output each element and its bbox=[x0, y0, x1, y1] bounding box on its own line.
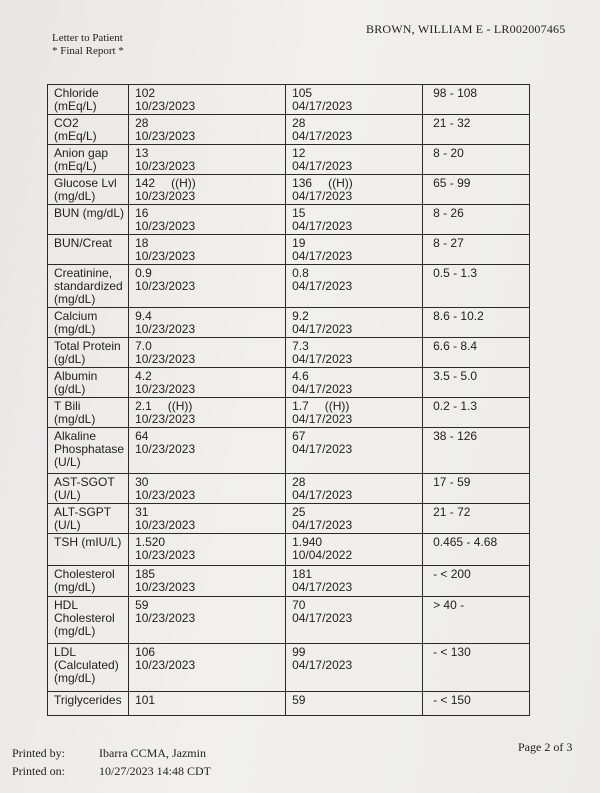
result-value: 0.8 bbox=[292, 266, 309, 280]
reference-range: 0.2 - 1.3 bbox=[423, 398, 530, 428]
result-date: 10/23/2023 bbox=[135, 518, 196, 532]
result-value: 70 bbox=[292, 598, 306, 612]
current-result bbox=[129, 597, 286, 644]
current-result bbox=[129, 205, 286, 235]
test-name: T Bili (mg/dL) bbox=[48, 398, 129, 428]
lab-row bbox=[48, 597, 530, 644]
result-value: 18 bbox=[135, 236, 149, 250]
lab-row bbox=[48, 474, 530, 504]
result-date: 04/17/2023 bbox=[292, 382, 353, 396]
result-value: 16 bbox=[135, 206, 149, 220]
result-value: 181 bbox=[292, 567, 313, 581]
result-date: 10/23/2023 bbox=[135, 412, 196, 426]
reference-range: 65 - 99 bbox=[423, 175, 530, 205]
lab-row bbox=[48, 175, 530, 205]
previous-result bbox=[286, 398, 423, 428]
result-date: 10/23/2023 bbox=[135, 129, 196, 143]
result-date: 04/17/2023 bbox=[292, 658, 353, 672]
result-value: 99 bbox=[292, 645, 306, 659]
test-name: TSH (mIU/L) bbox=[48, 534, 129, 566]
lab-row bbox=[48, 428, 530, 474]
current-result bbox=[129, 368, 286, 398]
page-number: Page 2 of 3 bbox=[518, 740, 573, 754]
previous-result bbox=[286, 115, 423, 145]
current-result bbox=[129, 338, 286, 368]
result-value: 4.2 bbox=[135, 369, 152, 383]
result-value: 4.6 bbox=[292, 369, 309, 383]
current-result bbox=[129, 115, 286, 145]
printed-by-value: Ibarra CCMA, Jazmin bbox=[99, 746, 206, 760]
abnormal-flag: ((H)) bbox=[167, 399, 193, 413]
result-date: 04/17/2023 bbox=[292, 129, 353, 143]
lab-row bbox=[48, 145, 530, 175]
result-value: 30 bbox=[135, 475, 149, 489]
result-value: 101 bbox=[135, 693, 156, 707]
lab-row bbox=[48, 308, 530, 338]
lab-row bbox=[48, 534, 530, 566]
reference-range: 21 - 32 bbox=[423, 115, 530, 145]
result-value: 59 bbox=[292, 693, 306, 707]
result-date: 10/23/2023 bbox=[135, 548, 196, 562]
result-value: 28 bbox=[292, 116, 306, 130]
result-date: 04/17/2023 bbox=[292, 189, 353, 203]
lab-row bbox=[48, 644, 530, 692]
test-name: BUN/Creat bbox=[48, 235, 129, 265]
result-date: 04/17/2023 bbox=[292, 159, 353, 173]
reference-range: 8 - 27 bbox=[423, 235, 530, 265]
result-date: 10/23/2023 bbox=[135, 382, 196, 396]
reference-range: 0.5 - 1.3 bbox=[423, 265, 530, 308]
result-date: 10/23/2023 bbox=[135, 352, 196, 366]
result-date: 04/17/2023 bbox=[292, 580, 353, 594]
lab-row bbox=[48, 692, 530, 716]
result-value: 142 bbox=[135, 176, 156, 190]
result-value: 19 bbox=[292, 236, 306, 250]
test-name: ALT-SGPT (U/L) bbox=[48, 504, 129, 534]
test-name: Cholesterol (mg/dL) bbox=[48, 566, 129, 597]
previous-result bbox=[286, 644, 423, 692]
result-date: 10/23/2023 bbox=[135, 442, 196, 456]
test-name: LDL (Calculated) (mg/dL) bbox=[48, 644, 129, 692]
lab-row bbox=[48, 566, 530, 597]
result-date: 04/17/2023 bbox=[292, 249, 353, 263]
previous-result bbox=[286, 338, 423, 368]
current-result bbox=[129, 504, 286, 534]
current-result bbox=[129, 428, 286, 474]
test-name: Anion gap (mEq/L) bbox=[48, 145, 129, 175]
test-name: Alkaline Phosphatase (U/L) bbox=[48, 428, 129, 474]
result-date: 10/23/2023 bbox=[135, 658, 196, 672]
result-date: 04/17/2023 bbox=[292, 219, 353, 233]
current-result bbox=[129, 145, 286, 175]
result-date: 10/23/2023 bbox=[135, 249, 196, 263]
test-name: Glucose Lvl (mg/dL) bbox=[48, 175, 129, 205]
result-value: 67 bbox=[292, 429, 306, 443]
previous-result bbox=[286, 235, 423, 265]
lab-row bbox=[48, 338, 530, 368]
current-result bbox=[129, 534, 286, 566]
previous-result bbox=[286, 566, 423, 597]
result-date: 04/17/2023 bbox=[292, 518, 353, 532]
current-result bbox=[129, 692, 286, 716]
current-result bbox=[129, 235, 286, 265]
result-value: 59 bbox=[135, 598, 149, 612]
previous-result bbox=[286, 368, 423, 398]
lab-row bbox=[48, 398, 530, 428]
result-value: 1.940 bbox=[292, 535, 323, 549]
result-value: 0.9 bbox=[135, 266, 152, 280]
reference-range: 6.6 - 8.4 bbox=[423, 338, 530, 368]
test-name: AST-SGOT (U/L) bbox=[48, 474, 129, 504]
result-value: 31 bbox=[135, 505, 149, 519]
current-result bbox=[129, 474, 286, 504]
result-value: 28 bbox=[292, 475, 306, 489]
test-name: Albumin (g/dL) bbox=[48, 368, 129, 398]
result-date: 04/17/2023 bbox=[292, 279, 353, 293]
lab-row bbox=[48, 115, 530, 145]
result-value: 13 bbox=[135, 146, 149, 160]
reference-range: 98 - 108 bbox=[423, 85, 530, 115]
reference-range: - < 150 bbox=[423, 692, 530, 716]
result-date: 04/17/2023 bbox=[292, 322, 353, 336]
previous-result bbox=[286, 205, 423, 235]
current-result bbox=[129, 85, 286, 115]
reference-range: 8 - 26 bbox=[423, 205, 530, 235]
previous-result bbox=[286, 85, 423, 115]
previous-result bbox=[286, 175, 423, 205]
reference-range: 8.6 - 10.2 bbox=[423, 308, 530, 338]
test-name: Creatinine, standardized (mg/dL) bbox=[48, 265, 129, 308]
lab-row bbox=[48, 504, 530, 534]
result-date: 04/17/2023 bbox=[292, 442, 353, 456]
previous-result bbox=[286, 692, 423, 716]
previous-result bbox=[286, 308, 423, 338]
reference-range: 17 - 59 bbox=[423, 474, 530, 504]
current-result bbox=[129, 265, 286, 308]
reference-range: 8 - 20 bbox=[423, 145, 530, 175]
result-value: 106 bbox=[135, 645, 156, 659]
current-result bbox=[129, 644, 286, 692]
result-value: 185 bbox=[135, 567, 156, 581]
result-value: 136 bbox=[292, 176, 313, 190]
previous-result bbox=[286, 265, 423, 308]
lab-row bbox=[48, 368, 530, 398]
printed-on-label: Printed on: bbox=[12, 764, 65, 778]
current-result bbox=[129, 566, 286, 597]
current-result bbox=[129, 398, 286, 428]
test-name: Total Protein (g/dL) bbox=[48, 338, 129, 368]
result-date: 04/17/2023 bbox=[292, 99, 353, 113]
reference-range: 3.5 - 5.0 bbox=[423, 368, 530, 398]
test-name: HDL Cholesterol (mg/dL) bbox=[48, 597, 129, 644]
lab-results-body bbox=[48, 85, 530, 716]
result-date: 10/23/2023 bbox=[135, 99, 196, 113]
result-value: 25 bbox=[292, 505, 306, 519]
reference-range: 21 - 72 bbox=[423, 504, 530, 534]
result-value: 9.4 bbox=[135, 309, 152, 323]
printed-by-label: Printed by: bbox=[12, 746, 65, 760]
current-result bbox=[129, 308, 286, 338]
result-date: 10/04/2022 bbox=[292, 548, 353, 562]
report-header-left bbox=[52, 32, 124, 58]
test-name: Chloride (mEq/L) bbox=[48, 85, 129, 115]
abnormal-flag: ((H)) bbox=[328, 176, 353, 190]
test-name: BUN (mg/dL) bbox=[48, 205, 129, 235]
lab-row bbox=[48, 265, 530, 308]
result-date: 10/23/2023 bbox=[135, 580, 196, 594]
result-date: 10/23/2023 bbox=[135, 322, 196, 336]
previous-result bbox=[286, 504, 423, 534]
test-name: Triglycerides bbox=[48, 692, 129, 716]
reference-range: - < 130 bbox=[423, 644, 530, 692]
result-date: 10/23/2023 bbox=[135, 219, 196, 233]
abnormal-flag: ((H)) bbox=[171, 176, 196, 190]
result-value: 1.7 bbox=[292, 399, 309, 413]
result-date: 10/23/2023 bbox=[135, 611, 196, 625]
previous-result bbox=[286, 145, 423, 175]
result-date: 10/23/2023 bbox=[135, 189, 196, 203]
reference-range: > 40 - bbox=[423, 597, 530, 644]
result-date: 04/17/2023 bbox=[292, 352, 353, 366]
lab-row bbox=[48, 235, 530, 265]
result-value: 7.3 bbox=[292, 339, 309, 353]
lab-results-table bbox=[47, 84, 530, 716]
test-name: CO2 (mEq/L) bbox=[48, 115, 129, 145]
result-value: 9.2 bbox=[292, 309, 309, 323]
current-result bbox=[129, 175, 286, 205]
document-type: Letter to Patient bbox=[52, 32, 123, 44]
result-date: 04/17/2023 bbox=[292, 488, 353, 502]
previous-result bbox=[286, 597, 423, 644]
result-value: 12 bbox=[292, 146, 306, 160]
result-date: 04/17/2023 bbox=[292, 412, 353, 426]
result-date: 10/23/2023 bbox=[135, 279, 196, 293]
reference-range: 0.465 - 4.68 bbox=[423, 534, 530, 566]
result-value: 28 bbox=[135, 116, 149, 130]
result-value: 102 bbox=[135, 86, 156, 100]
patient-identifier: BROWN, WILLIAM E - LR002007465 bbox=[366, 22, 566, 36]
print-footer bbox=[12, 744, 211, 780]
result-value: 7.0 bbox=[135, 339, 152, 353]
lab-row bbox=[48, 85, 530, 115]
abnormal-flag: ((H)) bbox=[324, 399, 350, 413]
printed-on-value: 10/27/2023 14:48 CDT bbox=[99, 764, 212, 778]
reference-range: 38 - 126 bbox=[423, 428, 530, 474]
previous-result bbox=[286, 534, 423, 566]
result-date: 10/23/2023 bbox=[135, 488, 196, 502]
result-date: 04/17/2023 bbox=[292, 611, 353, 625]
result-date: 10/23/2023 bbox=[135, 159, 196, 173]
report-status: * Final Report * bbox=[52, 45, 124, 57]
result-value: 1.520 bbox=[135, 535, 166, 549]
test-name: Calcium (mg/dL) bbox=[48, 308, 129, 338]
reference-range: - < 200 bbox=[423, 566, 530, 597]
previous-result bbox=[286, 474, 423, 504]
previous-result bbox=[286, 428, 423, 474]
result-value: 105 bbox=[292, 86, 313, 100]
lab-row bbox=[48, 205, 530, 235]
result-value: 64 bbox=[135, 429, 149, 443]
result-value: 15 bbox=[292, 206, 306, 220]
result-value: 2.1 bbox=[135, 399, 152, 413]
